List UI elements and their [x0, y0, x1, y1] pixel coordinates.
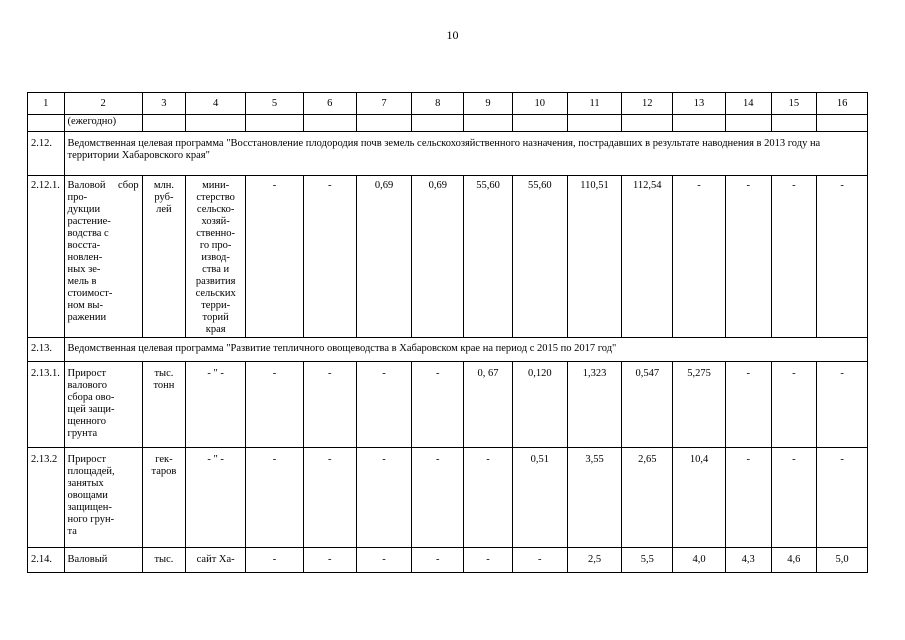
column-header: 15 [771, 93, 817, 115]
value-cell: - [356, 548, 412, 573]
value-cell: - [512, 548, 567, 573]
value-cell: 2,5 [567, 548, 622, 573]
table-row [28, 362, 868, 448]
section-number: 2.13. [28, 338, 65, 362]
value-cell: - [725, 448, 771, 548]
source: мини- стерство сельско- хозяй- ственно- го про- извод- ства и развития сельских терри- торий края [186, 176, 246, 338]
source: сайт Ха- [186, 548, 246, 573]
column-header: 11 [567, 93, 622, 115]
column-header: 12 [622, 93, 673, 115]
value-cell: 112,54 [622, 176, 673, 338]
value-cell: 0, 67 [464, 362, 513, 448]
column-header: 9 [464, 93, 513, 115]
value-cell: - [725, 362, 771, 448]
table-header-row [28, 93, 868, 115]
value-cell: - [464, 548, 513, 573]
column-header: 1 [28, 93, 65, 115]
column-header: 10 [512, 93, 567, 115]
table-cell [412, 115, 464, 132]
value-cell: - [725, 176, 771, 338]
table-row [28, 115, 868, 132]
value-cell: - [464, 448, 513, 548]
value-cell: 4,0 [673, 548, 726, 573]
unit: тыс. тонн [142, 362, 186, 448]
value-cell: - [673, 176, 726, 338]
value-cell: 5,5 [622, 548, 673, 573]
unit: гек- таров [142, 448, 186, 548]
section-title: Ведомственная целевая программа "Развитие тепличного овощеводства в Хабаровском крае на период с 2015 по 2017 год" [64, 338, 867, 362]
table-cell [817, 115, 868, 132]
unit: тыс. [142, 548, 186, 573]
source: - " - [186, 362, 246, 448]
value-cell: 4,3 [725, 548, 771, 573]
column-header: 2 [64, 93, 142, 115]
value-cell: 0,120 [512, 362, 567, 448]
section-row [28, 338, 868, 362]
page-number: 10 [446, 28, 459, 42]
table-cell: (ежегодно) [64, 115, 142, 132]
value-cell: 0,547 [622, 362, 673, 448]
value-cell: - [303, 448, 356, 548]
value-cell: 110,51 [567, 176, 622, 338]
table-cell [567, 115, 622, 132]
value-cell: 5,275 [673, 362, 726, 448]
value-cell: - [771, 176, 817, 338]
row-number: 2.13.2 [28, 448, 65, 548]
value-cell: - [246, 548, 304, 573]
value-cell: 55,60 [512, 176, 567, 338]
value-cell: 4,6 [771, 548, 817, 573]
column-header: 6 [303, 93, 356, 115]
table-row [28, 448, 868, 548]
unit: млн. руб- лей [142, 176, 186, 338]
column-header: 3 [142, 93, 186, 115]
column-header: 7 [356, 93, 412, 115]
value-cell: - [356, 448, 412, 548]
section-title: Ведомственная целевая программа "Восстановление плодородия почв земель сельскохозяйственного назначения, пострадавших в результате наводнения в 2013 году на территории Хабаровского края" [64, 132, 867, 176]
table-cell [186, 115, 246, 132]
column-header: 13 [673, 93, 726, 115]
indicator-name: Прирост валового сбора ово- щей защи- щенного грунта [64, 362, 142, 448]
source: - " - [186, 448, 246, 548]
value-cell: - [817, 176, 868, 338]
row-number: 2.14. [28, 548, 65, 573]
column-header: 8 [412, 93, 464, 115]
value-cell: - [771, 362, 817, 448]
table-cell [771, 115, 817, 132]
table-cell [464, 115, 513, 132]
value-cell: - [246, 362, 304, 448]
value-cell: 55,60 [464, 176, 513, 338]
table-cell [142, 115, 186, 132]
section-number: 2.12. [28, 132, 65, 176]
value-cell: 5,0 [817, 548, 868, 573]
table-cell [356, 115, 412, 132]
table-cell [512, 115, 567, 132]
value-cell: - [817, 448, 868, 548]
row-number: 2.13.1. [28, 362, 65, 448]
value-cell: 2,65 [622, 448, 673, 548]
value-cell: - [771, 448, 817, 548]
value-cell: 0,69 [412, 176, 464, 338]
column-header: 4 [186, 93, 246, 115]
value-cell: 0,51 [512, 448, 567, 548]
table-cell [246, 115, 304, 132]
value-cell: - [817, 362, 868, 448]
value-cell: 3,55 [567, 448, 622, 548]
table-cell [725, 115, 771, 132]
value-cell: 10,4 [673, 448, 726, 548]
indicator-name: Валовой сбор про- дукции растение- водства с восста- новлен- ных зе- мель в стоимост- ном вы- ражении [64, 176, 142, 338]
table-cell [28, 115, 65, 132]
indicator-name: Валовый [64, 548, 142, 573]
table-cell [622, 115, 673, 132]
column-header: 5 [246, 93, 304, 115]
value-cell: 0,69 [356, 176, 412, 338]
value-cell: 1,323 [567, 362, 622, 448]
section-row [28, 132, 868, 176]
table-cell [303, 115, 356, 132]
value-cell: - [412, 362, 464, 448]
value-cell: - [356, 362, 412, 448]
value-cell: - [412, 448, 464, 548]
value-cell: - [303, 176, 356, 338]
column-header: 16 [817, 93, 868, 115]
column-header: 14 [725, 93, 771, 115]
row-number: 2.12.1. [28, 176, 65, 338]
table-row [28, 176, 868, 338]
indicator-name: Прирост площадей, занятых овощами защищен- ного грун- та [64, 448, 142, 548]
value-cell: - [412, 548, 464, 573]
value-cell: - [303, 548, 356, 573]
value-cell: - [246, 448, 304, 548]
table-row [28, 548, 868, 573]
value-cell: - [303, 362, 356, 448]
value-cell: - [246, 176, 304, 338]
table-cell [673, 115, 726, 132]
indicators-table [27, 92, 868, 573]
